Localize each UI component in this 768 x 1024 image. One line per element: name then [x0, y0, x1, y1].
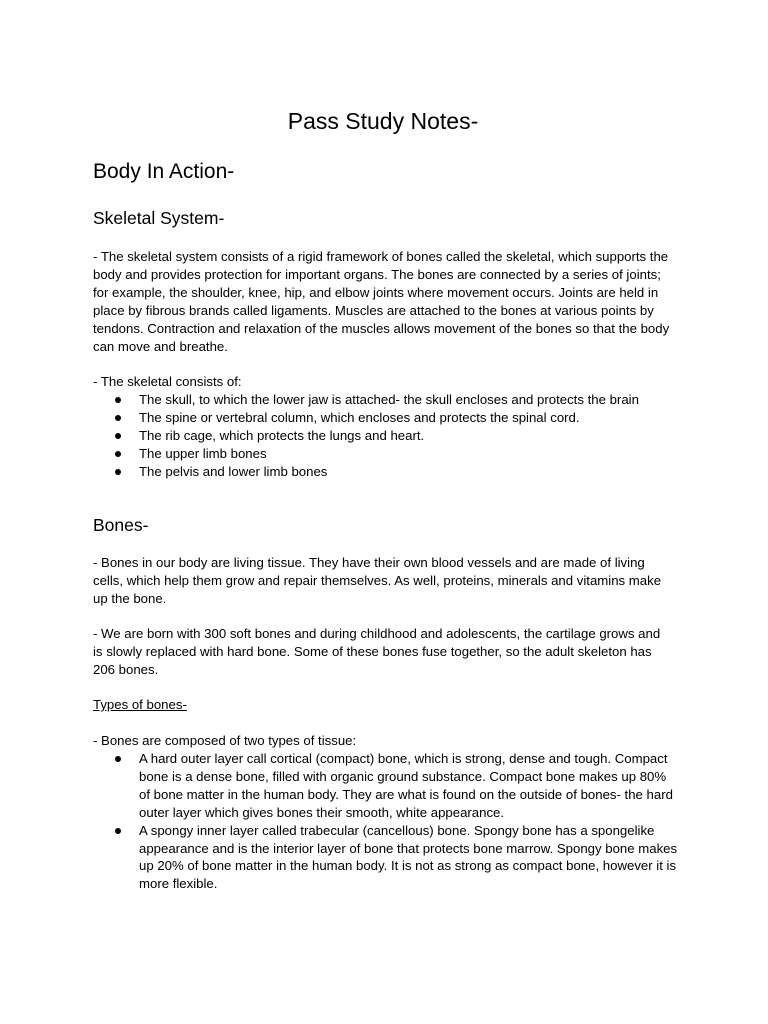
types-of-bones-heading: Types of bones-: [93, 697, 187, 712]
document-title: Pass Study Notes-: [287, 108, 479, 134]
types-intro: - Bones are composed of two types of tissue:: [93, 733, 357, 748]
bullet-icon: [115, 415, 121, 421]
bullet-icon: [115, 756, 121, 762]
skeletal-parts-list: [93, 391, 678, 481]
list-item: The rib cage, which protects the lungs and heart.: [93, 427, 678, 445]
bones-paragraph-1: - Bones in our body are living tissue. They have their own blood vessels and are made of living cells, which help them grow and repair themselves. As well, proteins, minerals and vitamins make up the bone.: [93, 555, 662, 606]
list-item: The skull, to which the lower jaw is attached- the skull encloses and protects the brain: [93, 391, 678, 409]
list-item: The upper limb bones: [93, 445, 678, 463]
section-heading-skeletal-system: Skeletal System-: [93, 208, 225, 228]
skeletal-consists-label: - The skeletal consists of:: [93, 374, 242, 389]
bullet-icon: [115, 451, 121, 457]
skeletal-intro-paragraph: - The skeletal system consists of a rigid framework of bones called the skeletal, which supports the body and provides protection for important organs. The bones are connected by a series of joints; for example, the shoulder, knee, hip, and elbow joints where movement occurs. Joints are held in place by fibrous brands called ligaments. Muscles are attached to the bones at various points by tendons. Contraction and relaxation of the muscles allows movement of the bones so that the body can move and breathe.: [93, 249, 670, 354]
bullet-icon: [115, 433, 121, 439]
list-item: The pelvis and lower limb bones: [93, 463, 678, 481]
list-item: The spine or vertebral column, which encloses and protects the spinal cord.: [93, 409, 678, 427]
bullet-icon: [115, 469, 121, 475]
list-item: A spongy inner layer called trabecular (cancellous) bone. Spongy bone has a spongelike appearance and is the interior layer of bone that protects bone marrow. Spongy bone makes up 20% of bone matter in the human body. It is not as strong as compact bone, however it is more flexible.: [93, 822, 678, 894]
bullet-icon: [115, 828, 121, 834]
section-heading-bones: Bones-: [93, 515, 149, 535]
list-item: A hard outer layer call cortical (compact) bone, which is strong, dense and tough. Compact bone is a dense bone, filled with organic ground substance. Compact bone makes up 80% of bone matter in the human body. They are what is found on the outside of bones- the hard outer layer which gives bones their smooth, white appearance.: [93, 750, 678, 822]
bullet-icon: [115, 397, 121, 403]
bones-paragraph-2: - We are born with 300 soft bones and during childhood and adolescents, the cartilage grows and is slowly replaced with hard bone. Some of these bones fuse together, so the adult skeleton has 206 bones.: [93, 626, 661, 677]
bone-tissue-types-list: [93, 750, 678, 893]
section-heading-body-in-action: Body In Action-: [93, 160, 235, 183]
